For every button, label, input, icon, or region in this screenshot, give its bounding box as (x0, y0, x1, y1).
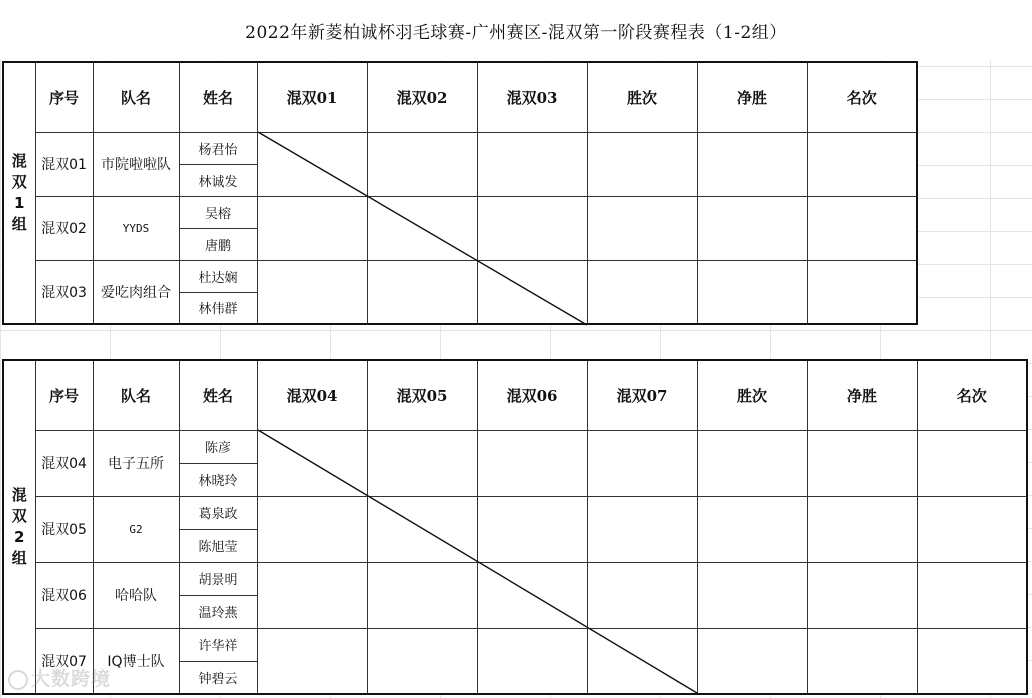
player-cell: 唐鹏 (179, 228, 257, 260)
header-wins: 胜次 (587, 62, 697, 132)
wins-cell (697, 562, 807, 628)
header-team: 队名 (93, 62, 179, 132)
wins-cell (587, 196, 697, 260)
score-cell (367, 496, 477, 562)
player-cell: 林伟群 (179, 292, 257, 324)
player-cell: 林晓玲 (179, 463, 257, 496)
net-cell (697, 132, 807, 196)
watermark-logo-icon (8, 670, 28, 690)
header-rank: 名次 (917, 360, 1027, 430)
score-cell (257, 562, 367, 628)
score-cell (587, 496, 697, 562)
header-opponent: 混双04 (257, 360, 367, 430)
net-cell (697, 196, 807, 260)
header-net: 净胜 (697, 62, 807, 132)
player-cell: 温玲燕 (179, 595, 257, 628)
seq-cell: 混双06 (35, 562, 93, 628)
rank-cell (917, 430, 1027, 496)
header-team: 队名 (93, 360, 179, 430)
rank-cell (917, 496, 1027, 562)
score-cell (367, 430, 477, 496)
rank-cell (807, 132, 917, 196)
watermark: 大数跨境 (8, 664, 111, 691)
team-name-cell: YYDS (93, 196, 179, 260)
player-cell: 胡景明 (179, 562, 257, 595)
header-net: 净胜 (807, 360, 917, 430)
seq-cell: 混双03 (35, 260, 93, 324)
header-opponent: 混双02 (367, 62, 477, 132)
header-opponent: 混双03 (477, 62, 587, 132)
score-cell (257, 260, 367, 324)
group-2-table (2, 359, 1028, 695)
wins-cell (587, 260, 697, 324)
player-cell: 杨君怡 (179, 132, 257, 164)
score-cell (367, 260, 477, 324)
score-cell (477, 196, 587, 260)
team-name-cell: G2 (93, 496, 179, 562)
header-seq: 序号 (35, 62, 93, 132)
score-cell (477, 132, 587, 196)
team-name-cell: 市院啦啦队 (93, 132, 179, 196)
score-cell (477, 260, 587, 324)
header-rank: 名次 (807, 62, 917, 132)
group-label: 混 双 2 组 (3, 360, 35, 694)
seq-cell: 混双02 (35, 196, 93, 260)
player-cell: 杜达娴 (179, 260, 257, 292)
score-cell (257, 132, 367, 196)
player-cell: 陈彦 (179, 430, 257, 463)
header-opponent: 混双07 (587, 360, 697, 430)
net-cell (807, 562, 917, 628)
team-name-cell: 电子五所 (93, 430, 179, 496)
net-cell (807, 628, 917, 694)
rank-cell (917, 628, 1027, 694)
group-1-table (2, 61, 918, 325)
score-cell (257, 196, 367, 260)
score-cell (257, 628, 367, 694)
score-cell (367, 628, 477, 694)
player-cell: 陈旭莹 (179, 529, 257, 562)
team-name-cell: 哈哈队 (93, 562, 179, 628)
wins-cell (697, 496, 807, 562)
rank-cell (807, 260, 917, 324)
header-wins: 胜次 (697, 360, 807, 430)
score-cell (477, 430, 587, 496)
header-opponent: 混双05 (367, 360, 477, 430)
score-cell (477, 562, 587, 628)
player-cell: 钟碧云 (179, 661, 257, 694)
score-cell (257, 496, 367, 562)
score-cell (477, 628, 587, 694)
score-cell (477, 496, 587, 562)
score-cell (587, 562, 697, 628)
page-title: 2022年新菱柏诚杯羽毛球赛-广州赛区-混双第一阶段赛程表（1-2组） (0, 0, 1032, 60)
player-cell: 葛泉政 (179, 496, 257, 529)
score-cell (367, 196, 477, 260)
team-name-cell: 爱吃肉组合 (93, 260, 179, 324)
score-cell (257, 430, 367, 496)
score-cell (587, 628, 697, 694)
header-name: 姓名 (179, 62, 257, 132)
team-name-cell: IQ博士队 (93, 628, 179, 694)
net-cell (807, 430, 917, 496)
net-cell (807, 496, 917, 562)
rank-cell (917, 562, 1027, 628)
net-cell (697, 260, 807, 324)
header-opponent: 混双01 (257, 62, 367, 132)
seq-cell: 混双07 (35, 628, 93, 694)
header-opponent: 混双06 (477, 360, 587, 430)
header-seq: 序号 (35, 360, 93, 430)
score-cell (367, 562, 477, 628)
wins-cell (697, 430, 807, 496)
rank-cell (807, 196, 917, 260)
header-name: 姓名 (179, 360, 257, 430)
wins-cell (697, 628, 807, 694)
wins-cell (587, 132, 697, 196)
player-cell: 林诚发 (179, 164, 257, 196)
seq-cell: 混双01 (35, 132, 93, 196)
score-cell (367, 132, 477, 196)
seq-cell: 混双04 (35, 430, 93, 496)
seq-cell: 混双05 (35, 496, 93, 562)
player-cell: 吴榕 (179, 196, 257, 228)
player-cell: 许华祥 (179, 628, 257, 661)
score-cell (587, 430, 697, 496)
group-label: 混 双 1 组 (3, 62, 35, 324)
